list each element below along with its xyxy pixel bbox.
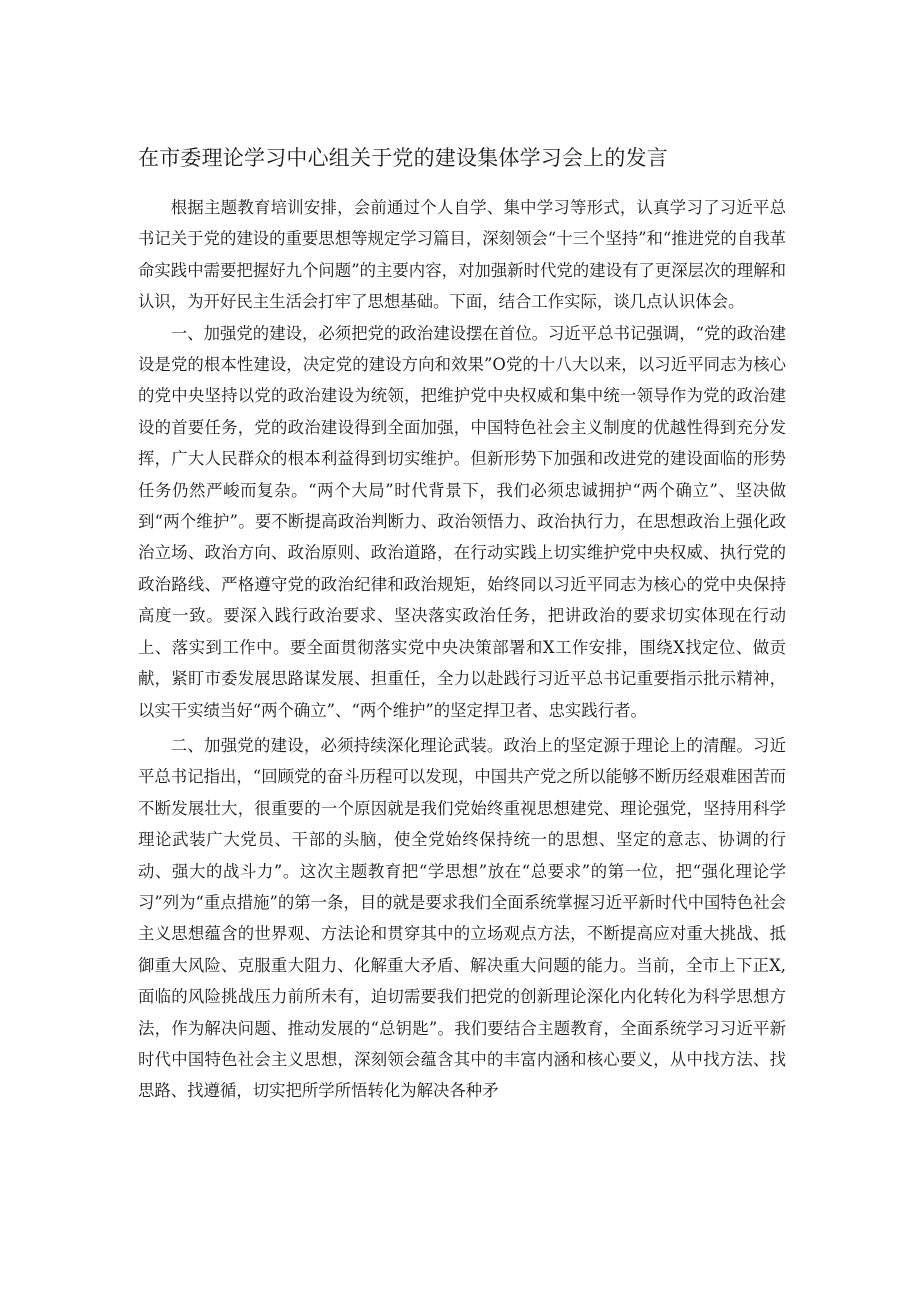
paragraph-intro: 根据主题教育培训安排，会前通过个人自学、集中学习等形式，认真学习了习近平总书记关于党的建设的重要思想等规定学习篇目，深刻领会“十三个坚持”和“推进党的自我革命实践中需要把握好九个问题”的主要内容，对加强新时代党的建设有了更深层次的理解和认识，为开好民主生活会打牢了思想基础。下面，结合工作实际，谈几点认识体会。 [138, 198, 786, 312]
document-body [138, 192, 786, 1107]
paragraph-political-construction: 一、加强党的建设，必须把党的政治建设摆在首位。习近平总书记强调，“党的政治建设是党的根本性建设，决定党的建设方向和效果”O党的十八大以来，以习近平同志为核心的党中央坚持以党的政治建设为统领，把维护党中央权威和集中统一领导作为党的政治建设的首要任务，党的政治建设得到全面加强，中国特色社会主义制度的优越性得到充分发挥，广大人民群众的根本利益得到切实维护。但新形势下加强和改进党的建设面临的形势任务仍然严峻而复杂。“两个大局”时代背景下，我们必须忠诚拥护“两个确立”、坚决做到“两个维护”。要不断提高政治判断力、政治领悟力、政治执行力，在思想政治上强化政治立场、政治方向、政治原则、政治道路，在行动实践上切实维护党中央权威、执行党的政治路线、严格遵守党的政治纪律和政治规矩，始终同以习近平同志为核心的党中央保持高度一致。要深入践行政治要求、坚决落实政治任务，把讲政治的要求切实体现在行动上、落实到工作中。要全面贯彻落实党中央决策部署和X工作安排，围绕X找定位、做贡献，紧盯市委发展思路谋发展、担重任，全力以赴践行习近平总书记重要指示批示精神，以实干实绩当好“两个确立”、“两个维护”的坚定捍卫者、忠实践行者。 [138, 323, 786, 720]
paragraph-theoretical-arming: 二、加强党的建设，必须持续深化理论武装。政治上的坚定源于理论上的清醒。习近平总书记指出，“回顾党的奋斗历程可以发现，中国共产党之所以能够不断历经艰难困苦而不断发展壮大，很重要的一个原因就是我们党始终重视思想建党、理论强党，坚持用科学理论武装广大党员、干部的头脑，使全党始终保持统一的思想、坚定的意志、协调的行动、强大的战斗力”。这次主题教育把“学思想”放在“总要求”的第一位，把“强化理论学习”列为“重点措施”的第一条，目的就是要求我们全面系统掌握习近平新时代中国特色社会主义思想蕴含的世界观、方法论和贯穿其中的立场观点方法，不断提高应对重大挑战、抵御重大风险、克服重大阻力、化解重大矛盾、解决重大问题的能力。当前，全市上下正X,面临的风险挑战压力前所未有，迫切需要我们把党的创新理论深化内化转化为科学思想方法，作为解决问题、推动发展的“总钥匙”。我们要结合主题教育，全面系统学习习近平新时代中国特色社会主义思想，深刻领会蕴含其中的丰富内涵和核心要义，从中找方法、找思路、找遵循，切实把所学所悟转化为解决各种矛 [138, 735, 786, 1101]
document-title: 在市委理论学习中心组关于党的建设集体学习会上的发言 [138, 146, 668, 170]
